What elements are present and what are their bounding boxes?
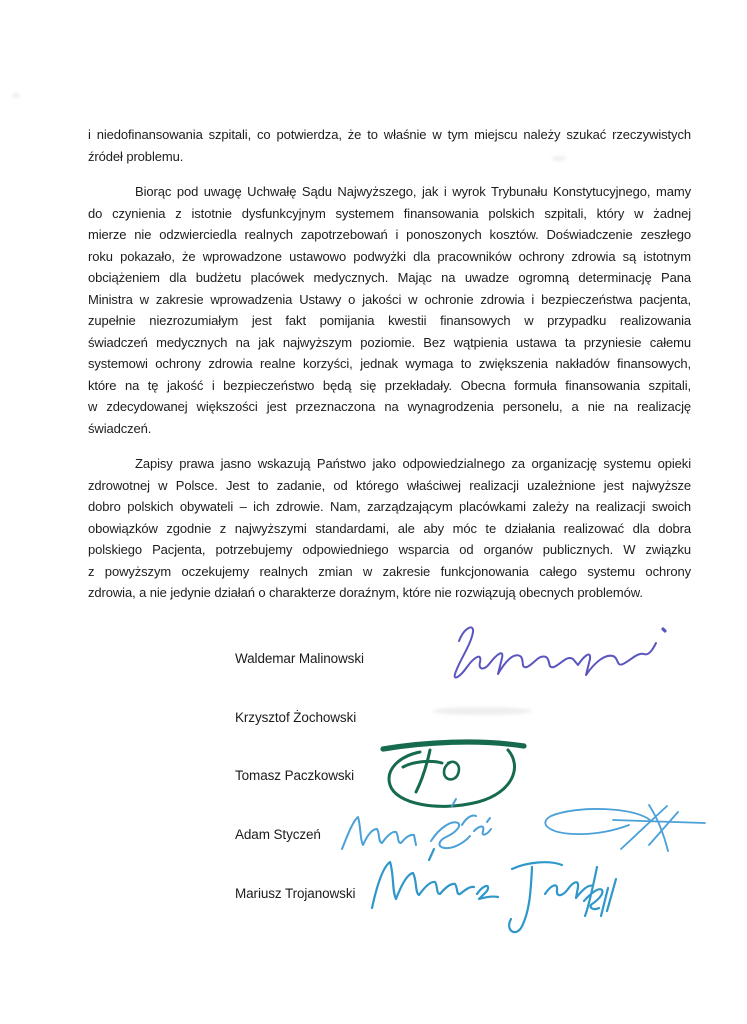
text-line: które na tę jakość i bezpieczeństwo będą się przekładały. Obecna formuła finansowania szpitali, (88, 377, 691, 393)
scan-smudge (12, 93, 20, 98)
text-line: z powyższym oczekujemy realnych zmian w zakresie funkcjonowania całego systemu ochrony (88, 563, 691, 579)
text-line: i niedofinansowania szpitali, co potwierdza, że to właśnie w tym miejscu należy szukać rzeczywistych (88, 127, 691, 142)
text-line: Ministra w zakresie wprowadzenia Ustawy o jakości w ochronie zdrowia i bezpieczeństwa pacjenta, (88, 291, 691, 307)
text-line: Zapisy prawa jasno wskazują Państwo jako odpowiedzialnego za organizację systemu opieki (135, 456, 691, 471)
text-line: zdrowia, a nie jedynie działań o charakterze doraźnym, które nie rozwiązują obecnych problemów. (88, 585, 643, 600)
text-line: obciążeniem dla budżetu placówek medycznych. Mając na uwadze ogromną determinację Pana (88, 270, 691, 285)
signer-name-adam-styczen: Adam Styczeń (235, 827, 321, 842)
text-line: obowiązków zgodnie z najwyższymi standardami, ale aby móc te działania realizować dla dobra (88, 520, 691, 536)
text-line: świadczeń. (88, 420, 152, 436)
text-line: polskiego Pacjenta, potrzebujemy odpowiedniego wsparcia od organów publicznych. W związku (88, 542, 691, 557)
signer-name-waldemar-malinowski: Waldemar Malinowski (235, 651, 364, 666)
text-line: do czynienia z istotnie dysfunkcyjnym systemem finansowania polskich szpitali, który w żadnej (88, 205, 691, 221)
text-line: zdrowotnej w Polsce. Jest to zadanie, od którego właściwej realizacji uzależnione jest najwyższe (88, 477, 691, 493)
text-line: roku pokazało, że wprowadzone ustawowo podwyżki dla pracowników ochrony zdrowia są istotnym (88, 248, 691, 264)
text-line: źródeł problemu. (88, 148, 184, 164)
text-line: świadczeń medycznych na jak najwyższym poziomie. Bez wątpienia ustawa ta przyniesie całemu (88, 334, 691, 350)
text-line: zupełnie niezrozumiałym jest fakt pomijania kwestii finansowych w przypadku realizowania (88, 313, 691, 328)
signer-name-krzysztof-zochowski: Krzysztof Żochowski (235, 710, 357, 725)
signer-name-tomasz-paczkowski: Tomasz Paczkowski (235, 768, 355, 783)
text-line: w zdecydowanej większości jest przeznaczona na wynagrodzenia personelu, a nie na realizację (88, 399, 691, 414)
scan-smudge (552, 156, 566, 161)
text-line: Biorąc pod uwagę Uchwałę Sądu Najwyższego, jak i wyrok Trybunału Konstytucyjnego, mamy (135, 184, 691, 199)
text-line: systemowi ochrony zdrowia realne korzyści, jednak wymaga to zwiększenia nakładów finansowych, (88, 356, 691, 371)
scan-smudge (432, 707, 532, 715)
text-line: mierze nie odzwierciedla realnych zapotrzebowań i ponoszonych kosztów. Doświadczenie zeszłego (88, 227, 691, 242)
signer-name-mariusz-trojanowski: Mariusz Trojanowski (235, 886, 356, 901)
text-line: dobro polskich obywateli – ich zdrowie. Nam, zarządzającym placówkami zależy na realizacji swoich (88, 499, 691, 514)
